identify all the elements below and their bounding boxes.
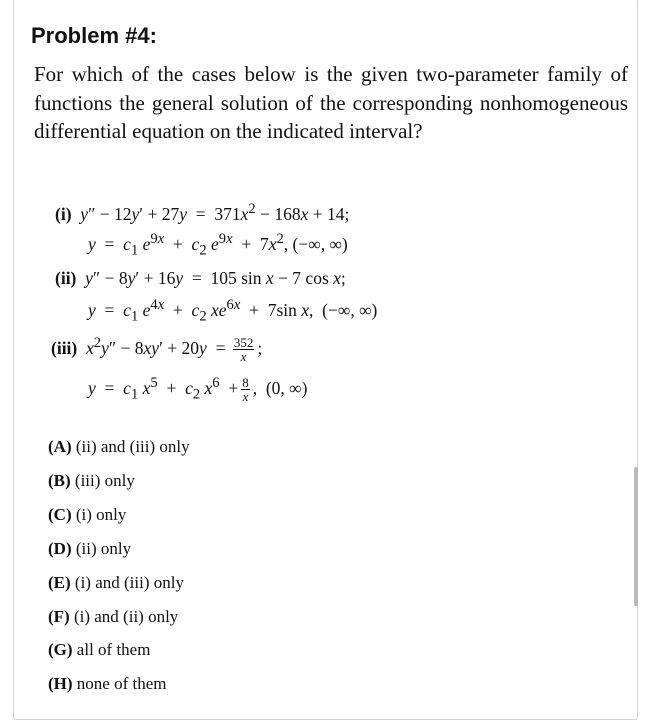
- option-g[interactable]: [48, 640, 150, 660]
- option-letter: (C): [48, 505, 72, 524]
- case-label: (ii): [55, 268, 77, 288]
- option-letter: (B): [48, 471, 71, 490]
- problem-title: Problem #4:: [31, 23, 157, 48]
- option-c[interactable]: [48, 505, 126, 525]
- option-e[interactable]: [48, 573, 184, 593]
- option-text: (i) and (ii) only: [73, 607, 179, 626]
- math-expression: y″ − 8y′ + 16y = 105 sin x − 7 cos x;: [85, 268, 346, 288]
- option-h[interactable]: [48, 674, 167, 694]
- option-letter: (E): [48, 573, 71, 592]
- option-text: (iii) only: [74, 471, 135, 490]
- option-letter: (D): [48, 539, 72, 558]
- case-ii-solution: $y = c_1$ $e^{4x} + c_2$ $xe^{6x} + 7\sin$ x, (−∞, ∞): [88, 297, 378, 325]
- option-text: (i) only: [75, 505, 127, 524]
- case-iii-equation: [51, 332, 262, 363]
- option-letter: (A): [48, 437, 72, 456]
- option-d[interactable]: [48, 539, 131, 559]
- case-label: (i): [55, 203, 72, 224]
- option-letter: (H): [48, 674, 73, 693]
- option-text: (i) and (iii) only: [74, 573, 184, 592]
- option-text: (ii) and (iii) only: [75, 437, 190, 456]
- option-letter: (G): [48, 640, 73, 659]
- case-label: (iii): [51, 337, 78, 358]
- option-text: all of them: [76, 640, 151, 659]
- option-a[interactable]: [48, 437, 190, 457]
- problem-statement: For which of the cases below is the given two-parameter family of functions the general solution of the corresponding nonhomogeneous differential equation on the indicated interval?: [34, 62, 628, 143]
- case-iii-solution: $y = c_1$ $x^5 + c_2$ $x^6$ + $\frac{8}{x}$ , (0, ∞): [88, 375, 308, 405]
- case-ii-equation: [55, 267, 346, 289]
- option-text: (ii) only: [75, 539, 132, 558]
- option-letter: (F): [48, 607, 70, 626]
- case-i-solution: $y = c_1$ $e^{9x} + c_2$ $e^{9x} + 7x^2$, (−∞, ∞): [88, 231, 348, 259]
- option-b[interactable]: [48, 471, 135, 491]
- math-expression: $y'' - 12y' + 27y = 371x^2 - 168x + 14$;: [80, 201, 350, 224]
- math-expression: $x^2y'' - 8xy' + 20y$ = $\frac{352}{x}$ ;: [86, 335, 263, 365]
- vertical-scrollbar[interactable]: [634, 467, 638, 606]
- option-f[interactable]: [48, 607, 178, 627]
- case-i-equation: [55, 198, 349, 225]
- option-text: none of them: [76, 674, 167, 693]
